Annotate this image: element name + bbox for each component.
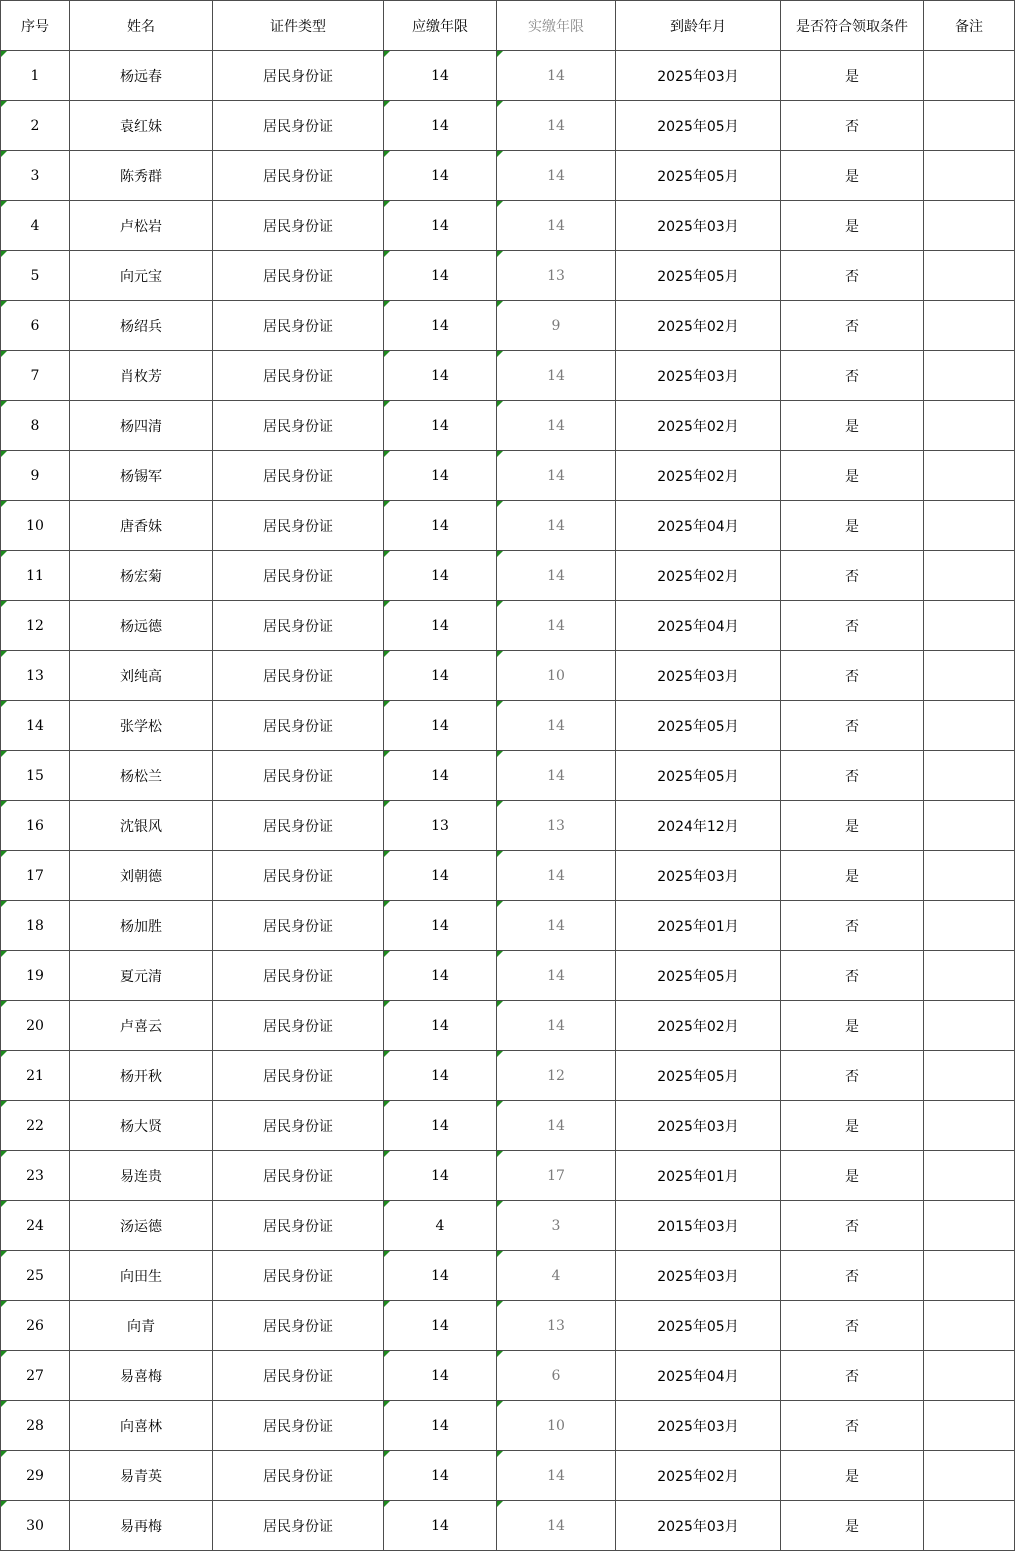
cell-name[interactable]: 袁红妹 [70,101,213,151]
header-years-paid[interactable]: 实缴年限 [497,1,616,51]
table-row [1,1251,1015,1301]
cell-eligible[interactable]: 否 [781,301,924,351]
table-row [1,501,1015,551]
cell-index[interactable]: 4 [1,201,70,251]
cell-id-type[interactable]: 居民身份证 [213,301,384,351]
cell-years-due[interactable]: 13 [384,801,497,851]
cell-remark[interactable] [924,201,1015,251]
cell-years-due[interactable]: 14 [384,401,497,451]
cell-id-type[interactable]: 居民身份证 [213,401,384,451]
table-row [1,401,1015,451]
cell-name[interactable]: 杨松兰 [70,751,213,801]
cell-remark[interactable] [924,1201,1015,1251]
cell-years-paid[interactable]: 14 [497,851,616,901]
cell-index[interactable]: 15 [1,751,70,801]
cell-years-due[interactable]: 14 [384,1301,497,1351]
cell-name[interactable]: 沈银风 [70,801,213,851]
cell-index[interactable]: 1 [1,51,70,101]
cell-years-due[interactable]: 14 [384,651,497,701]
cell-index[interactable]: 19 [1,951,70,1001]
table-row [1,1001,1015,1051]
cell-name[interactable]: 张学松 [70,701,213,751]
cell-eligible[interactable]: 否 [781,751,924,801]
cell-index[interactable]: 25 [1,1251,70,1301]
cell-years-due[interactable]: 14 [384,551,497,601]
cell-age-month[interactable]: 2025年03月 [616,651,781,701]
cell-years-paid[interactable]: 14 [497,1001,616,1051]
table-body [1,51,1015,1551]
cell-years-due[interactable]: 14 [384,1001,497,1051]
cell-years-paid[interactable]: 14 [497,451,616,501]
cell-eligible[interactable]: 是 [781,451,924,501]
cell-years-due[interactable]: 14 [384,1251,497,1301]
table-row [1,201,1015,251]
cell-id-type[interactable]: 居民身份证 [213,1301,384,1351]
cell-name[interactable]: 杨四清 [70,401,213,451]
cell-index[interactable]: 24 [1,1201,70,1251]
cell-remark[interactable] [924,51,1015,101]
cell-remark[interactable] [924,301,1015,351]
cell-eligible[interactable]: 否 [781,1351,924,1401]
cell-years-due[interactable]: 14 [384,451,497,501]
cell-id-type[interactable]: 居民身份证 [213,101,384,151]
cell-name[interactable]: 杨锡军 [70,451,213,501]
cell-name[interactable]: 易青英 [70,1451,213,1501]
cell-id-type[interactable]: 居民身份证 [213,251,384,301]
cell-years-paid[interactable]: 9 [497,301,616,351]
cell-index[interactable]: 30 [1,1501,70,1551]
cell-id-type[interactable]: 居民身份证 [213,601,384,651]
cell-id-type[interactable]: 居民身份证 [213,1351,384,1401]
cell-years-paid[interactable]: 14 [497,551,616,601]
table-row [1,1351,1015,1401]
table-row [1,801,1015,851]
cell-eligible[interactable]: 是 [781,1151,924,1201]
cell-index[interactable]: 18 [1,901,70,951]
cell-years-paid[interactable]: 14 [497,151,616,201]
cell-years-due[interactable]: 14 [384,51,497,101]
cell-age-month[interactable]: 2025年03月 [616,851,781,901]
cell-remark[interactable] [924,451,1015,501]
cell-remark[interactable] [924,1051,1015,1101]
cell-index[interactable]: 7 [1,351,70,401]
cell-years-due[interactable]: 4 [384,1201,497,1251]
cell-index[interactable]: 26 [1,1301,70,1351]
cell-years-paid[interactable]: 14 [497,701,616,751]
cell-index[interactable]: 5 [1,251,70,301]
cell-years-due[interactable]: 14 [384,751,497,801]
cell-index[interactable]: 14 [1,701,70,751]
cell-years-paid[interactable]: 10 [497,651,616,701]
header-index[interactable]: 序号 [1,1,70,51]
cell-years-paid[interactable]: 3 [497,1201,616,1251]
cell-eligible[interactable]: 是 [781,801,924,851]
cell-name[interactable]: 陈秀群 [70,151,213,201]
cell-eligible[interactable]: 否 [781,351,924,401]
cell-eligible[interactable]: 是 [781,401,924,451]
cell-age-month[interactable]: 2025年05月 [616,951,781,1001]
cell-eligible[interactable]: 是 [781,151,924,201]
cell-remark[interactable] [924,401,1015,451]
cell-name[interactable]: 易再梅 [70,1501,213,1551]
cell-remark[interactable] [924,551,1015,601]
cell-age-month[interactable]: 2025年02月 [616,1451,781,1501]
table-row [1,1051,1015,1101]
cell-name[interactable]: 卢松岩 [70,201,213,251]
cell-index[interactable]: 20 [1,1001,70,1051]
table-row [1,251,1015,301]
cell-years-due[interactable]: 14 [384,901,497,951]
cell-index[interactable]: 29 [1,1451,70,1501]
header-id-type[interactable]: 证件类型 [213,1,384,51]
cell-id-type[interactable]: 居民身份证 [213,151,384,201]
cell-id-type[interactable]: 居民身份证 [213,1051,384,1101]
table-row [1,701,1015,751]
cell-id-type[interactable]: 居民身份证 [213,1101,384,1151]
cell-remark[interactable] [924,351,1015,401]
cell-name[interactable]: 向元宝 [70,251,213,301]
cell-age-month[interactable]: 2025年01月 [616,1151,781,1201]
cell-years-paid[interactable]: 14 [497,901,616,951]
cell-eligible[interactable]: 否 [781,951,924,1001]
cell-age-month[interactable]: 2025年05月 [616,701,781,751]
cell-index[interactable]: 8 [1,401,70,451]
cell-index[interactable]: 6 [1,301,70,351]
cell-eligible[interactable]: 否 [781,701,924,751]
cell-eligible[interactable]: 否 [781,1051,924,1101]
cell-index[interactable]: 21 [1,1051,70,1101]
table-row [1,551,1015,601]
cell-years-due[interactable]: 14 [384,1501,497,1551]
cell-remark[interactable] [924,1251,1015,1301]
cell-remark[interactable] [924,601,1015,651]
cell-years-paid[interactable]: 14 [497,101,616,151]
cell-name[interactable]: 向喜林 [70,1401,213,1451]
cell-id-type[interactable]: 居民身份证 [213,951,384,1001]
cell-years-paid[interactable]: 13 [497,251,616,301]
cell-years-paid[interactable]: 14 [497,401,616,451]
cell-id-type[interactable]: 居民身份证 [213,651,384,701]
cell-name[interactable]: 易连贵 [70,1151,213,1201]
cell-id-type[interactable]: 居民身份证 [213,801,384,851]
cell-years-due[interactable]: 14 [384,601,497,651]
cell-eligible[interactable]: 否 [781,1301,924,1351]
cell-eligible[interactable]: 否 [781,551,924,601]
cell-years-paid[interactable]: 6 [497,1351,616,1401]
cell-remark[interactable] [924,1301,1015,1351]
cell-years-due[interactable]: 14 [384,1351,497,1401]
cell-years-due[interactable]: 14 [384,501,497,551]
cell-id-type[interactable]: 居民身份证 [213,501,384,551]
cell-age-month[interactable]: 2025年01月 [616,901,781,951]
table-row [1,51,1015,101]
cell-name[interactable]: 杨远春 [70,51,213,101]
cell-index[interactable]: 12 [1,601,70,651]
cell-name[interactable]: 刘朝德 [70,851,213,901]
cell-eligible[interactable]: 否 [781,1201,924,1251]
cell-remark[interactable] [924,1151,1015,1201]
cell-name[interactable]: 刘纯高 [70,651,213,701]
cell-remark[interactable] [924,251,1015,301]
cell-age-month[interactable]: 2025年05月 [616,251,781,301]
cell-index[interactable]: 3 [1,151,70,201]
cell-years-due[interactable]: 14 [384,1451,497,1501]
cell-id-type[interactable]: 居民身份证 [213,1501,384,1551]
cell-index[interactable]: 13 [1,651,70,701]
cell-remark[interactable] [924,901,1015,951]
table-row [1,1401,1015,1451]
cell-eligible[interactable]: 否 [781,651,924,701]
cell-years-due[interactable]: 14 [384,301,497,351]
cell-remark[interactable] [924,1501,1015,1551]
cell-name[interactable]: 卢喜云 [70,1001,213,1051]
cell-age-month[interactable]: 2025年03月 [616,1401,781,1451]
table-row [1,1151,1015,1201]
cell-years-due[interactable]: 14 [384,951,497,1001]
cell-id-type[interactable]: 居民身份证 [213,1251,384,1301]
cell-eligible[interactable]: 是 [781,1501,924,1551]
cell-name[interactable]: 杨开秋 [70,1051,213,1101]
cell-age-month[interactable]: 2025年05月 [616,1301,781,1351]
cell-remark[interactable] [924,651,1015,701]
cell-years-due[interactable]: 14 [384,701,497,751]
cell-name[interactable]: 杨远德 [70,601,213,651]
cell-eligible[interactable]: 否 [781,101,924,151]
cell-years-due[interactable]: 14 [384,1051,497,1101]
table-row [1,951,1015,1001]
cell-index[interactable]: 27 [1,1351,70,1401]
cell-age-month[interactable]: 2025年05月 [616,751,781,801]
cell-index[interactable]: 16 [1,801,70,851]
cell-id-type[interactable]: 居民身份证 [213,51,384,101]
cell-age-month[interactable]: 2015年03月 [616,1201,781,1251]
table-row [1,651,1015,701]
table-row [1,851,1015,901]
cell-eligible[interactable]: 是 [781,51,924,101]
cell-name[interactable]: 唐香妹 [70,501,213,551]
table-row [1,751,1015,801]
cell-years-paid[interactable]: 17 [497,1151,616,1201]
cell-remark[interactable] [924,101,1015,151]
header-years-due[interactable]: 应缴年限 [384,1,497,51]
cell-age-month[interactable]: 2025年05月 [616,101,781,151]
cell-eligible[interactable]: 否 [781,1251,924,1301]
cell-age-month[interactable]: 2025年04月 [616,501,781,551]
cell-remark[interactable] [924,801,1015,851]
table-row [1,1301,1015,1351]
cell-name[interactable]: 夏元清 [70,951,213,1001]
table-row [1,101,1015,151]
cell-eligible[interactable]: 否 [781,1401,924,1451]
cell-years-paid[interactable]: 14 [497,951,616,1001]
cell-years-paid[interactable]: 14 [497,1501,616,1551]
cell-age-month[interactable]: 2025年03月 [616,201,781,251]
cell-index[interactable]: 28 [1,1401,70,1451]
cell-years-paid[interactable]: 14 [497,1451,616,1501]
cell-years-due[interactable]: 14 [384,201,497,251]
cell-name[interactable]: 杨大贤 [70,1101,213,1151]
cell-age-month[interactable]: 2025年04月 [616,1351,781,1401]
cell-id-type[interactable]: 居民身份证 [213,1201,384,1251]
cell-id-type[interactable]: 居民身份证 [213,351,384,401]
cell-eligible[interactable]: 是 [781,201,924,251]
cell-years-paid[interactable]: 13 [497,801,616,851]
table-row [1,901,1015,951]
cell-eligible[interactable]: 是 [781,501,924,551]
cell-years-paid[interactable]: 14 [497,501,616,551]
cell-eligible[interactable]: 是 [781,1101,924,1151]
cell-years-due[interactable]: 14 [384,1151,497,1201]
cell-years-paid[interactable]: 14 [497,351,616,401]
cell-id-type[interactable]: 居民身份证 [213,551,384,601]
cell-years-paid[interactable]: 12 [497,1051,616,1101]
table-row [1,351,1015,401]
cell-id-type[interactable]: 居民身份证 [213,851,384,901]
cell-index[interactable]: 22 [1,1101,70,1151]
cell-remark[interactable] [924,1451,1015,1501]
cell-years-due[interactable]: 14 [384,851,497,901]
table-row [1,451,1015,501]
cell-name[interactable]: 杨绍兵 [70,301,213,351]
cell-id-type[interactable]: 居民身份证 [213,901,384,951]
cell-id-type[interactable]: 居民身份证 [213,1451,384,1501]
cell-remark[interactable] [924,1351,1015,1401]
cell-age-month[interactable]: 2025年03月 [616,1251,781,1301]
cell-id-type[interactable]: 居民身份证 [213,751,384,801]
cell-remark[interactable] [924,701,1015,751]
cell-index[interactable]: 2 [1,101,70,151]
cell-eligible[interactable]: 是 [781,1001,924,1051]
cell-index[interactable]: 17 [1,851,70,901]
table-row [1,1451,1015,1501]
cell-years-paid[interactable]: 14 [497,201,616,251]
table-row [1,1201,1015,1251]
table-row [1,151,1015,201]
cell-id-type[interactable]: 居民身份证 [213,1151,384,1201]
cell-remark[interactable] [924,951,1015,1001]
header-remark[interactable]: 备注 [924,1,1015,51]
cell-age-month[interactable]: 2025年05月 [616,1051,781,1101]
cell-years-due[interactable]: 14 [384,151,497,201]
cell-remark[interactable] [924,151,1015,201]
cell-years-paid[interactable]: 14 [497,601,616,651]
cell-years-paid[interactable]: 14 [497,51,616,101]
cell-age-month[interactable]: 2025年02月 [616,551,781,601]
cell-years-paid[interactable]: 13 [497,1301,616,1351]
cell-id-type[interactable]: 居民身份证 [213,451,384,501]
cell-age-month[interactable]: 2025年02月 [616,401,781,451]
cell-age-month[interactable]: 2025年03月 [616,1501,781,1551]
cell-years-due[interactable]: 14 [384,1401,497,1451]
cell-name[interactable]: 向青 [70,1301,213,1351]
cell-name[interactable]: 易喜梅 [70,1351,213,1401]
cell-age-month[interactable]: 2025年04月 [616,601,781,651]
cell-eligible[interactable]: 否 [781,601,924,651]
cell-years-paid[interactable]: 4 [497,1251,616,1301]
cell-age-month[interactable]: 2025年03月 [616,1101,781,1151]
cell-id-type[interactable]: 居民身份证 [213,701,384,751]
header-eligible[interactable]: 是否符合领取条件 [781,1,924,51]
cell-id-type[interactable]: 居民身份证 [213,201,384,251]
cell-eligible[interactable]: 是 [781,851,924,901]
cell-age-month[interactable]: 2025年05月 [616,151,781,201]
header-row [1,1,1015,51]
cell-age-month[interactable]: 2025年02月 [616,1001,781,1051]
cell-years-paid[interactable]: 14 [497,751,616,801]
cell-name[interactable]: 肖枚芳 [70,351,213,401]
cell-years-due[interactable]: 14 [384,1101,497,1151]
cell-name[interactable]: 杨加胜 [70,901,213,951]
cell-remark[interactable] [924,501,1015,551]
cell-years-due[interactable]: 14 [384,351,497,401]
cell-remark[interactable] [924,1001,1015,1051]
cell-remark[interactable] [924,1401,1015,1451]
cell-index[interactable]: 9 [1,451,70,501]
cell-index[interactable]: 11 [1,551,70,601]
table-row [1,601,1015,651]
cell-age-month[interactable]: 2025年03月 [616,351,781,401]
header-age-month[interactable]: 到龄年月 [616,1,781,51]
header-name[interactable]: 姓名 [70,1,213,51]
cell-name[interactable]: 汤运德 [70,1201,213,1251]
cell-id-type[interactable]: 居民身份证 [213,1001,384,1051]
cell-id-type[interactable]: 居民身份证 [213,1401,384,1451]
cell-age-month[interactable]: 2025年03月 [616,51,781,101]
cell-years-paid[interactable]: 10 [497,1401,616,1451]
cell-age-month[interactable]: 2025年02月 [616,301,781,351]
cell-years-paid[interactable]: 14 [497,1101,616,1151]
cell-eligible[interactable]: 否 [781,901,924,951]
table-row [1,1101,1015,1151]
table-row [1,301,1015,351]
cell-name[interactable]: 向田生 [70,1251,213,1301]
cell-age-month[interactable]: 2025年02月 [616,451,781,501]
table-row [1,1501,1015,1551]
cell-index[interactable]: 23 [1,1151,70,1201]
cell-eligible[interactable]: 否 [781,251,924,301]
cell-name[interactable]: 杨宏菊 [70,551,213,601]
cell-index[interactable]: 10 [1,501,70,551]
cell-years-due[interactable]: 14 [384,101,497,151]
cell-remark[interactable] [924,851,1015,901]
cell-remark[interactable] [924,1101,1015,1151]
cell-eligible[interactable]: 是 [781,1451,924,1501]
cell-remark[interactable] [924,751,1015,801]
cell-years-due[interactable]: 14 [384,251,497,301]
cell-age-month[interactable]: 2024年12月 [616,801,781,851]
